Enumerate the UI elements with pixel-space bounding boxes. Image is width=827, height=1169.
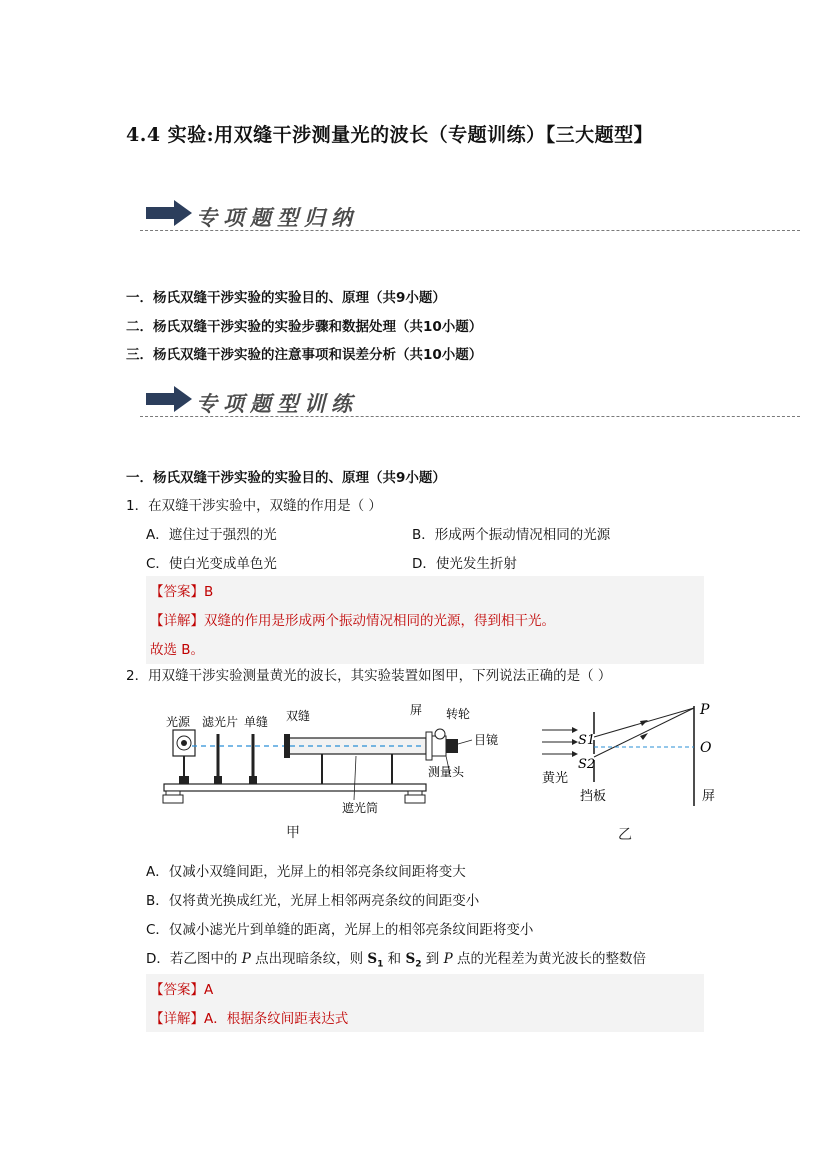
question-2-option-c: C．仅减小滤光片到单缝的距离，光屏上的相邻亮条纹间距将变小 <box>146 922 534 938</box>
symbol-s1-sub: 1 <box>377 959 384 970</box>
divider <box>140 230 800 231</box>
question-2-option-a: A．仅减小双缝间距，光屏上的相邻亮条纹间距将变大 <box>146 864 466 880</box>
option-d-prefix: D．若乙图中的 <box>146 951 242 967</box>
figure-jia-caption: 甲 <box>286 825 300 841</box>
section-banner-summary <box>140 196 800 236</box>
label-single-slit: 单缝 <box>244 715 269 729</box>
figure-yi <box>536 700 726 810</box>
question-1-option-c: C．使白光变成单色光 <box>146 556 277 572</box>
symbol-s2-sub: 2 <box>415 959 422 970</box>
question-1-option-d: D．使光发生折射 <box>412 556 517 572</box>
section-heading: 一．杨氏双缝干涉实验的实验目的、原理（共9小题） <box>126 470 446 486</box>
label-filter: 滤光片 <box>202 715 239 729</box>
label-s1: S1 <box>578 733 596 748</box>
arrow-icon <box>146 200 192 226</box>
label-double-slit: 双缝 <box>286 709 311 723</box>
label-eyepiece: 目镜 <box>474 733 499 747</box>
question-2-stem: 2．用双缝干涉实验测量黄光的波长，其实验装置如图甲，下列说法正确的是（ ） <box>126 668 612 684</box>
symbol-p: P <box>241 951 251 967</box>
banner-title: 专项题型训练 <box>196 391 358 416</box>
question-1-stem: 1．在双缝干涉实验中，双缝的作用是（ ） <box>126 498 382 514</box>
toc-item-3[interactable]: 三．杨氏双缝干涉实验的注意事项和误差分析（共10小题） <box>126 347 483 363</box>
symbol-p: P <box>443 951 453 967</box>
option-d-text: 点的光程差为黄光波长的整数倍 <box>452 951 646 967</box>
question-2-option-b: B．仅将黄光换成红光，光屏上相邻两亮条纹的间距变小 <box>146 893 480 909</box>
question-1-option-a: A．遮住过于强烈的光 <box>146 527 277 543</box>
toc-item-1[interactable]: 一．杨氏双缝干涉实验的实验目的、原理（共9小题） <box>126 290 446 306</box>
answer-text: 【答案】B <box>150 584 214 600</box>
label-yellow-light: 黄光 <box>542 771 569 786</box>
label-s2: S2 <box>578 757 596 772</box>
option-d-text: 点出现暗条纹，则 <box>250 951 368 967</box>
figure-jia <box>156 700 516 850</box>
option-d-text: 和 <box>383 951 406 967</box>
conclusion-text: 故选 B。 <box>150 642 205 658</box>
figure-yi-caption: 乙 <box>618 827 632 843</box>
label-light-source: 光源 <box>166 715 191 729</box>
double-slit-diagram <box>536 700 726 810</box>
page-title: 4.4 实验:用双缝干涉测量光的波长（专题训练）【三大题型】 <box>126 124 654 146</box>
toc-item-2[interactable]: 二．杨氏双缝干涉实验的实验步骤和数据处理（共10小题） <box>126 319 483 335</box>
option-d-text: 到 <box>421 951 444 967</box>
label-point-p: P <box>700 702 710 718</box>
answer-text: 【答案】A <box>150 982 214 998</box>
symbol-s2: S <box>405 951 416 967</box>
detail-text: 【详解】双缝的作用是形成两个振动情况相同的光源，得到相干光。 <box>150 613 555 629</box>
label-barrier: 挡板 <box>580 789 607 804</box>
banner-title: 专项题型归纳 <box>196 205 358 230</box>
symbol-s1: S <box>367 951 378 967</box>
apparatus-diagram <box>156 700 516 850</box>
detail-text: 【详解】A．根据条纹间距表达式 <box>150 1011 349 1027</box>
label-turn-wheel: 转轮 <box>446 707 471 721</box>
arrow-icon <box>146 386 192 412</box>
label-screen: 屏 <box>410 703 423 717</box>
divider <box>140 416 800 417</box>
label-light-tube: 遮光筒 <box>342 801 379 815</box>
label-point-o: O <box>700 740 712 756</box>
question-2-answer-box <box>146 974 704 1032</box>
label-measuring-head: 测量头 <box>428 765 465 779</box>
label-screen: 屏 <box>702 789 716 804</box>
question-2-option-d <box>146 947 646 970</box>
section-banner-training <box>140 382 800 422</box>
question-1-option-b: B．形成两个振动情况相同的光源 <box>412 527 611 543</box>
question-1-answer-box <box>146 576 704 664</box>
